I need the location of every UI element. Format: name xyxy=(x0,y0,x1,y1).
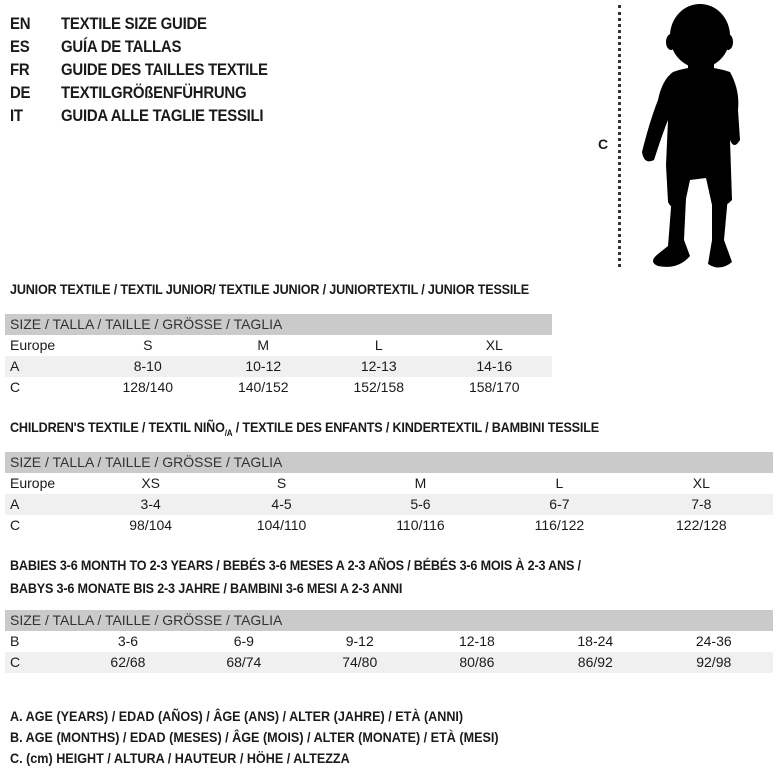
table-cell: 6-9 xyxy=(233,633,254,649)
table-cell: 68/74 xyxy=(186,652,302,673)
table-cell: 10-12 xyxy=(206,356,322,377)
table-cell: 122/128 xyxy=(676,517,727,533)
language-row-it xyxy=(10,104,268,127)
title-text: / TEXTILE DES ENFANTS / KINDERTEXTIL / BAMBINI TESSILE xyxy=(232,419,599,435)
row-label: A xyxy=(5,494,90,515)
language-code: IT xyxy=(10,106,23,125)
table-row xyxy=(5,377,552,398)
table-cell: L xyxy=(374,337,383,353)
table-cell: 80/86 xyxy=(418,652,536,673)
language-title: TEXTILE SIZE GUIDE xyxy=(61,14,207,33)
table-cell: 62/68 xyxy=(70,652,186,673)
children-size-table xyxy=(5,452,773,536)
table-cell: 3-6 xyxy=(117,633,139,649)
babies-size-table xyxy=(5,610,773,673)
legend-item-a: A. AGE (YEARS) / EDAD (AÑOS) / ÂGE (ANS) / ALTER (JAHRE) / ETÀ (ANNI) xyxy=(10,708,464,724)
table-cell: 14-16 xyxy=(437,356,553,377)
table-row xyxy=(5,356,552,377)
table-cell: 6-7 xyxy=(489,494,629,515)
row-label: C xyxy=(10,379,21,395)
row-label: B xyxy=(10,633,20,649)
table-row xyxy=(5,335,552,356)
table-cell: S xyxy=(143,337,153,353)
table-cell: 98/104 xyxy=(129,517,173,533)
table-cell: 12-13 xyxy=(321,356,437,377)
height-measure-label: C xyxy=(598,136,609,152)
row-label: C xyxy=(5,652,70,673)
children-section-title xyxy=(10,419,599,438)
language-row-es xyxy=(10,35,268,58)
measurement-legend xyxy=(10,706,553,769)
table-cell: 140/152 xyxy=(237,379,289,395)
title-subscript: /A xyxy=(224,427,233,438)
language-code: EN xyxy=(10,14,31,33)
table-header: SIZE / TALLA / TAILLE / GRÖSSE / TAGLIA xyxy=(5,610,773,631)
legend-item-b: B. AGE (MONTHS) / EDAD (MESES) / ÂGE (MOIS) / ALTER (MONATE) / ETÀ (MESI) xyxy=(10,729,499,745)
junior-size-table xyxy=(5,314,552,398)
language-title: GUIDE DES TAILLES TEXTILE xyxy=(61,60,268,79)
table-cell: 152/158 xyxy=(353,379,405,395)
table-cell: XS xyxy=(141,475,160,491)
table-cell: 5-6 xyxy=(352,494,489,515)
table-cell: 18-24 xyxy=(577,633,614,649)
table-cell: S xyxy=(276,475,287,491)
title-text: CHILDREN'S TEXTILE / TEXTIL NIÑO xyxy=(10,419,225,435)
height-measure-line xyxy=(618,5,621,267)
table-cell: 110/116 xyxy=(396,517,445,533)
table-cell: 116/122 xyxy=(534,517,585,533)
table-cell: 12-18 xyxy=(458,633,495,649)
language-code: DE xyxy=(10,83,31,102)
table-cell: 92/98 xyxy=(655,652,773,673)
table-cell: XL xyxy=(485,337,503,353)
babies-section-title-line1: BABIES 3-6 MONTH TO 2-3 YEARS / BEBÉS 3-6 MESES A 2-3 AÑOS / BÉBÉS 3-6 MOIS À 2-3 ANS / xyxy=(10,557,581,573)
table-cell: M xyxy=(257,337,270,353)
table-cell: 158/170 xyxy=(468,379,520,395)
table-cell: 8-10 xyxy=(90,356,206,377)
table-cell: L xyxy=(555,475,564,491)
table-row xyxy=(5,494,773,515)
junior-section-title: JUNIOR TEXTILE / TEXTIL JUNIOR/ TEXTILE JUNIOR / JUNIORTEXTIL / JUNIOR TESSILE xyxy=(10,281,529,297)
height-measure-figure xyxy=(590,0,776,272)
language-code: FR xyxy=(10,60,30,79)
table-row xyxy=(5,652,773,673)
table-cell: 7-8 xyxy=(630,494,773,515)
language-title: GUIDA ALLE TAGLIE TESSILI xyxy=(61,106,264,125)
table-cell: 104/110 xyxy=(256,517,307,533)
language-row-de xyxy=(10,81,268,104)
table-header: SIZE / TALLA / TAILLE / GRÖSSE / TAGLIA xyxy=(5,452,773,473)
language-row-en xyxy=(10,12,268,35)
row-label: A xyxy=(5,356,90,377)
language-row-fr xyxy=(10,58,268,81)
row-label: Europe xyxy=(10,475,56,491)
language-title: GUÍA DE TALLAS xyxy=(61,37,182,56)
language-title-list xyxy=(10,12,303,127)
row-label: C xyxy=(10,517,21,533)
table-cell: 86/92 xyxy=(536,652,654,673)
table-cell: 4-5 xyxy=(211,494,351,515)
table-row xyxy=(5,515,773,536)
table-row xyxy=(5,631,773,652)
table-cell: 24-36 xyxy=(695,633,732,649)
table-cell: 74/80 xyxy=(302,652,418,673)
table-cell: 9-12 xyxy=(345,633,374,649)
table-cell: M xyxy=(414,475,427,491)
table-cell: 3-4 xyxy=(90,494,211,515)
babies-section-title-line2: BABYS 3-6 MONATE BIS 2-3 JAHRE / BAMBINI 3-6 MESI A 2-3 ANNI xyxy=(10,580,403,596)
child-silhouette-icon xyxy=(628,0,776,272)
row-label: Europe xyxy=(10,337,56,353)
table-header: SIZE / TALLA / TAILLE / GRÖSSE / TAGLIA xyxy=(5,314,552,335)
legend-item-c: C. (cm) HEIGHT / ALTURA / HAUTEUR / HÖHE / ALTEZZA xyxy=(10,750,350,766)
table-cell: 128/140 xyxy=(122,379,174,395)
language-title: TEXTILGRÖßENFÜHRUNG xyxy=(61,83,247,102)
table-row xyxy=(5,473,773,494)
table-cell: XL xyxy=(692,475,710,491)
language-code: ES xyxy=(10,37,30,56)
